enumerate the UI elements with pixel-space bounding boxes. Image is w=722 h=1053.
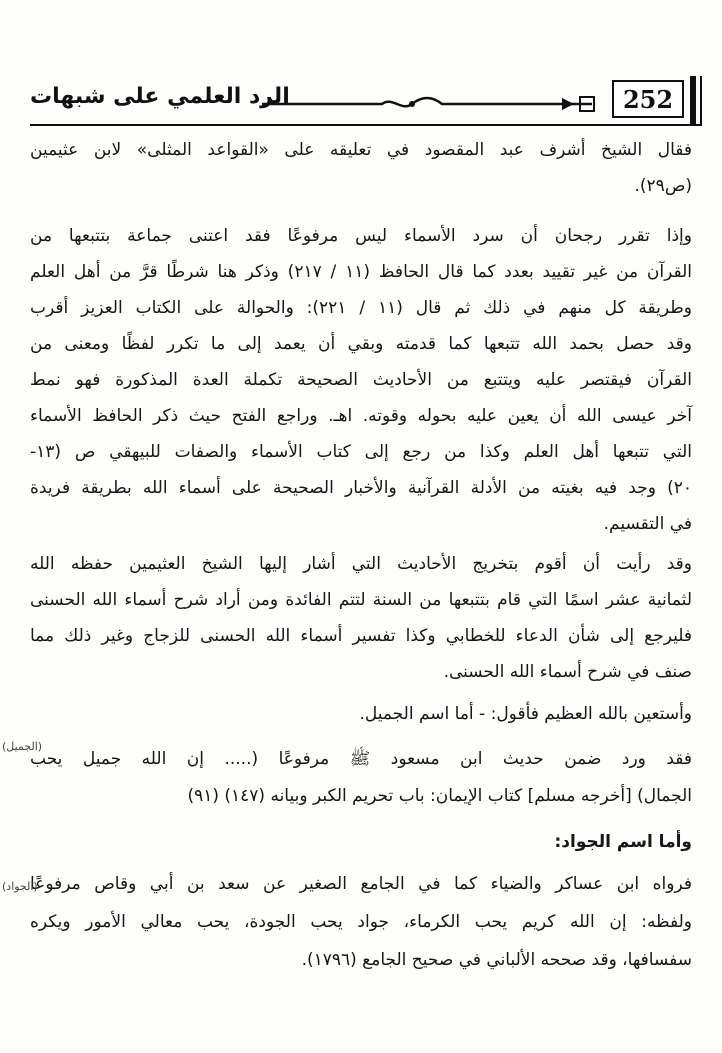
margin-note: (الجواد): [2, 880, 38, 893]
body-line: سفسافها، وقد صححه الألباني في صحيح الجامع (١٧٩٦).: [301, 950, 692, 970]
page-number-box: [612, 80, 684, 118]
body-line: فرواه ابن عساكر والضياء كما في الجامع الصغير عن سعد بن أبي وقاص مرفوعًا: [30, 874, 692, 894]
body-line: فليرجع إلى شأن الدعاء للخطابي وكذا تفسير أسماء الله الحسنى للزجاج وغير ذلك مما: [30, 626, 692, 646]
body-line: وإذا تقرر رجحان أن سرد الأسماء ليس مرفوعًا فقد اعتنى جماعة بتتبعها من: [30, 226, 692, 246]
page-header: [30, 76, 700, 126]
body-line: الجمال) [أخرجه مسلم] كتاب الإيمان: باب تحريم الكبر وبيانه (١٤٧) (٩١): [187, 786, 692, 806]
body-line: التي تتبعها أهل العلم وكذا من رجع إلى كتاب الأسماء والصفات للبيهقي ص (١٣-: [30, 442, 692, 462]
body-line: وأستعين بالله العظيم فأقول: - أما اسم الجميل.: [359, 704, 692, 724]
page-number: 252: [622, 84, 674, 114]
body-line: فقد ورد ضمن حديث ابن مسعود ﷺ مرفوعًا (..... إن الله جميل يحب: [30, 749, 692, 769]
body-line: لثمانية عشر اسمًا التي قام بتتبعها من السنة لتتم الفائدة ومن أراد شرح أسماء الله الحسنى: [30, 590, 692, 610]
margin-note: (الجميل): [2, 740, 43, 753]
header-rule: [30, 124, 700, 126]
body-line: (ص٢٩).: [634, 176, 692, 196]
ornament-divider-icon: [262, 94, 602, 114]
section-heading: وأما اسم الجواد:: [554, 832, 692, 852]
body-line: القرآن من غير تقييد بعدد كما قال الحافظ (١١ / ٢١٧) وذكر هنا شرطًا قرَّ من أهل العلم: [30, 262, 693, 282]
body-line: آخر عيسى الله أن يعين عليه بحوله وقوته. اهـ. وراجع الفتح حيث ذكر الحافظ الأسماء: [30, 406, 692, 426]
header-bar-thin: [700, 76, 702, 126]
body-line: ٢٠) وجد فيه بغيته من الأدلة القرآنية والأخبار الصحيحة على أسماء الله بطريقة فريدة: [30, 478, 692, 498]
body-line: القرآن فيقتصر عليه ويتتبع من الأحاديث الصحيحة تكملة العدة المذكورة فهو نمط: [30, 370, 692, 390]
page-title: الرد العلمي على شبهات: [30, 84, 290, 109]
body-line: في التقسيم.: [603, 514, 692, 534]
header-bar: [690, 76, 696, 126]
body-line: وطريقة كل منهم في ذلك ثم قال (١١ / ٢٢١): والحوالة على الكتاب العزيز أقرب: [30, 298, 692, 318]
body-line: ولفظه: إن الله كريم يحب الكرماء، جواد يحب الجودة، يحب معالي الأمور ويكره: [30, 912, 692, 932]
body-line: وقد رأيت أن أقوم بتخريج الأحاديث التي أشار إليها الشيخ العثيمين حفظه الله: [30, 554, 692, 574]
body-line: فقال الشيخ أشرف عبد المقصود في تعليقه على «القواعد المثلى» لابن عثيمين: [30, 140, 692, 160]
body-line: وقد حصل بحمد الله تتبعها كما قدمته وبقي أن يعمد إلى ما تكرر لفظًا ومعنى من: [30, 334, 692, 354]
body-line: صنف في شرح أسماء الله الحسنى.: [443, 662, 692, 682]
